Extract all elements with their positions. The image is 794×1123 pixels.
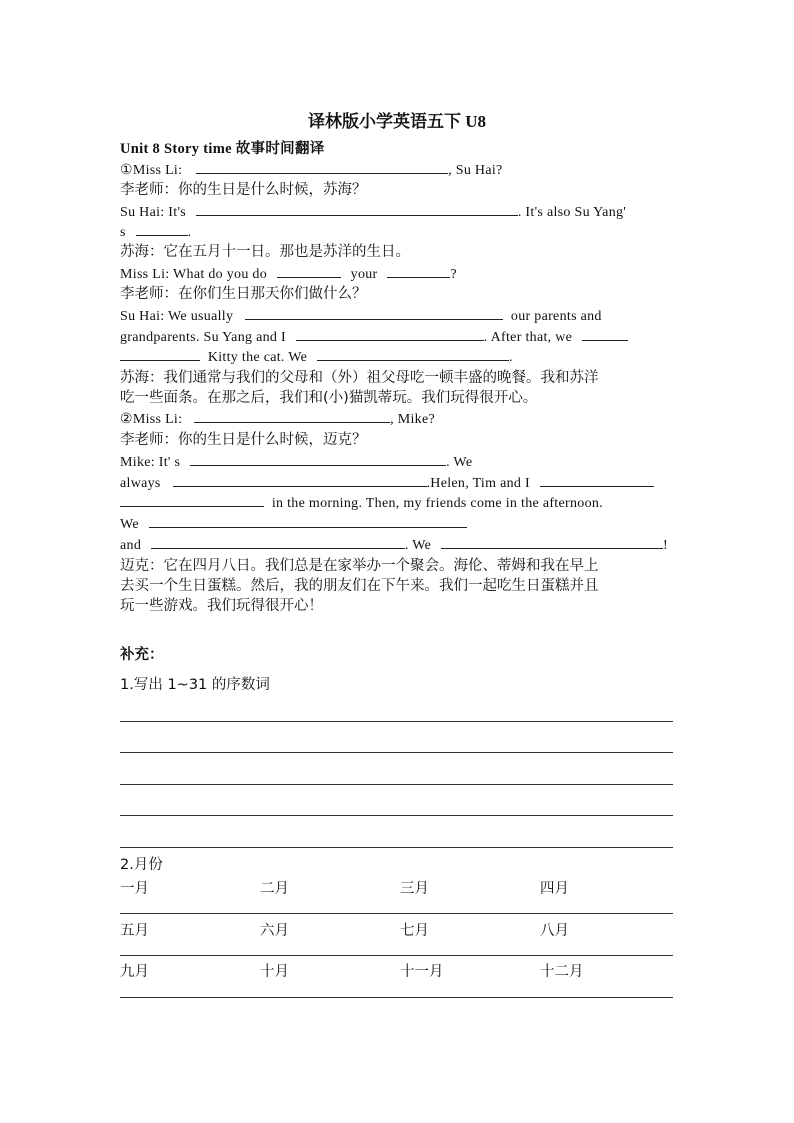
translation-line: 迈克：它在四月八日。我们总是在家举办一个聚会。海伦、蒂姆和我在早上: [120, 558, 599, 574]
translation-line: 去买一个生日蛋糕。然后，我的朋友们在下午来。我们一起吃生日蛋糕并且: [120, 578, 599, 594]
dialogue-line: [120, 409, 435, 430]
month-label: 四月: [540, 881, 569, 897]
line-text: Kitty the cat. We: [207, 350, 308, 365]
month-label: 五月: [120, 923, 149, 939]
answer-blank[interactable]: [277, 264, 341, 278]
line-text: your: [350, 267, 378, 282]
month-label: 十月: [260, 964, 289, 980]
answer-blank[interactable]: [296, 327, 484, 341]
line-text: .Helen, Tim and I: [426, 476, 530, 491]
line-text: .: [508, 350, 513, 365]
writing-line[interactable]: [120, 815, 673, 816]
line-text: . After that, we: [483, 330, 573, 345]
month-label: 七月: [400, 923, 429, 939]
translation-line: 李老师：你的生日是什么时候，迈克？: [120, 432, 367, 448]
answer-blank[interactable]: [540, 473, 654, 487]
dialogue-line: [120, 327, 628, 348]
writing-line[interactable]: [120, 913, 673, 914]
line-text: in the morning. Then, my friends come in the afternoon.: [271, 496, 603, 511]
writing-line[interactable]: [120, 955, 673, 956]
dialogue-line: [120, 493, 603, 514]
month-label: 十一月: [400, 964, 444, 980]
answer-blank[interactable]: [196, 202, 518, 216]
answer-blank[interactable]: [149, 514, 467, 528]
line-text: grandparents. Su Yang and I: [120, 330, 286, 345]
answer-blank[interactable]: [196, 160, 448, 174]
month-label: 二月: [260, 881, 289, 897]
question-1: 1.写出 1~31 的序数词: [120, 677, 270, 693]
answer-blank[interactable]: [194, 409, 390, 423]
line-text: always: [120, 476, 161, 491]
month-label: 九月: [120, 964, 149, 980]
line-text: , Mike?: [390, 412, 436, 427]
dialogue-line: [120, 473, 654, 494]
dialogue-line: [120, 452, 472, 473]
speaker-text: Mike: It' s: [120, 455, 181, 470]
writing-line[interactable]: [120, 997, 673, 998]
month-label: 六月: [260, 923, 289, 939]
section-heading: Unit 8 Story time 故事时间翻译: [120, 141, 325, 157]
answer-blank[interactable]: [120, 493, 264, 507]
writing-line[interactable]: [120, 847, 673, 848]
document-title: 译林版小学英语五下 U8: [307, 112, 487, 131]
speaker-text: Su Hai: We usually: [120, 309, 234, 324]
dialogue-line: [120, 160, 503, 181]
line-text: . We: [404, 538, 432, 553]
dialogue-line: [120, 264, 457, 285]
dialogue-line: [120, 347, 513, 368]
month-label: 八月: [540, 923, 569, 939]
dialogue-line: [120, 535, 668, 556]
translation-line: 玩一些游戏。我们玩得很开心！: [120, 598, 323, 614]
answer-blank[interactable]: [245, 306, 503, 320]
answer-blank[interactable]: [582, 327, 628, 341]
answer-blank[interactable]: [387, 264, 450, 278]
dialogue-line: [120, 222, 191, 243]
answer-blank[interactable]: [441, 535, 663, 549]
speaker-text: Miss Li: What do you do: [120, 267, 268, 282]
line-text: !: [663, 538, 668, 553]
dialogue-line: [120, 514, 467, 535]
line-text: . It's also Su Yang': [517, 205, 627, 220]
answer-blank[interactable]: [173, 473, 427, 487]
dialogue-line: [120, 202, 626, 223]
line-text: and: [120, 538, 142, 553]
answer-blank[interactable]: [120, 347, 200, 361]
supplement-label: 补充：: [120, 647, 164, 663]
line-text: ?: [450, 267, 457, 282]
line-text: our parents and: [510, 309, 602, 324]
month-label: 十二月: [540, 964, 584, 980]
translation-line: 苏海：我们通常与我们的父母和（外）祖父母吃一顿丰盛的晚餐。我和苏洋: [120, 370, 599, 386]
line-text: , Su Hai?: [448, 163, 503, 178]
speaker-text: ②Miss Li:: [120, 412, 183, 427]
writing-line[interactable]: [120, 784, 673, 785]
writing-line[interactable]: [120, 752, 673, 753]
translation-line: 李老师：你的生日是什么时候，苏海？: [120, 182, 367, 198]
speaker-text: ①Miss Li:: [120, 163, 183, 178]
dialogue-line: [120, 306, 602, 327]
line-text: We: [120, 517, 139, 532]
writing-line[interactable]: [120, 721, 673, 722]
line-text: s: [120, 225, 126, 240]
translation-line: 吃一些面条。在那之后，我们和(小)猫凯蒂玩。我们玩得很开心。: [120, 390, 538, 406]
translation-line: 苏海：它在五月十一日。那也是苏洋的生日。: [120, 244, 410, 260]
answer-blank[interactable]: [190, 452, 446, 466]
line-text: . We: [446, 455, 473, 470]
month-label: 一月: [120, 881, 149, 897]
speaker-text: Su Hai: It's: [120, 205, 187, 220]
question-2: 2.月份: [120, 857, 163, 873]
translation-line: 李老师：在你们生日那天你们做什么？: [120, 286, 367, 302]
line-text: .: [187, 225, 192, 240]
answer-blank[interactable]: [136, 222, 188, 236]
month-label: 三月: [400, 881, 429, 897]
answer-blank[interactable]: [317, 347, 509, 361]
answer-blank[interactable]: [151, 535, 405, 549]
